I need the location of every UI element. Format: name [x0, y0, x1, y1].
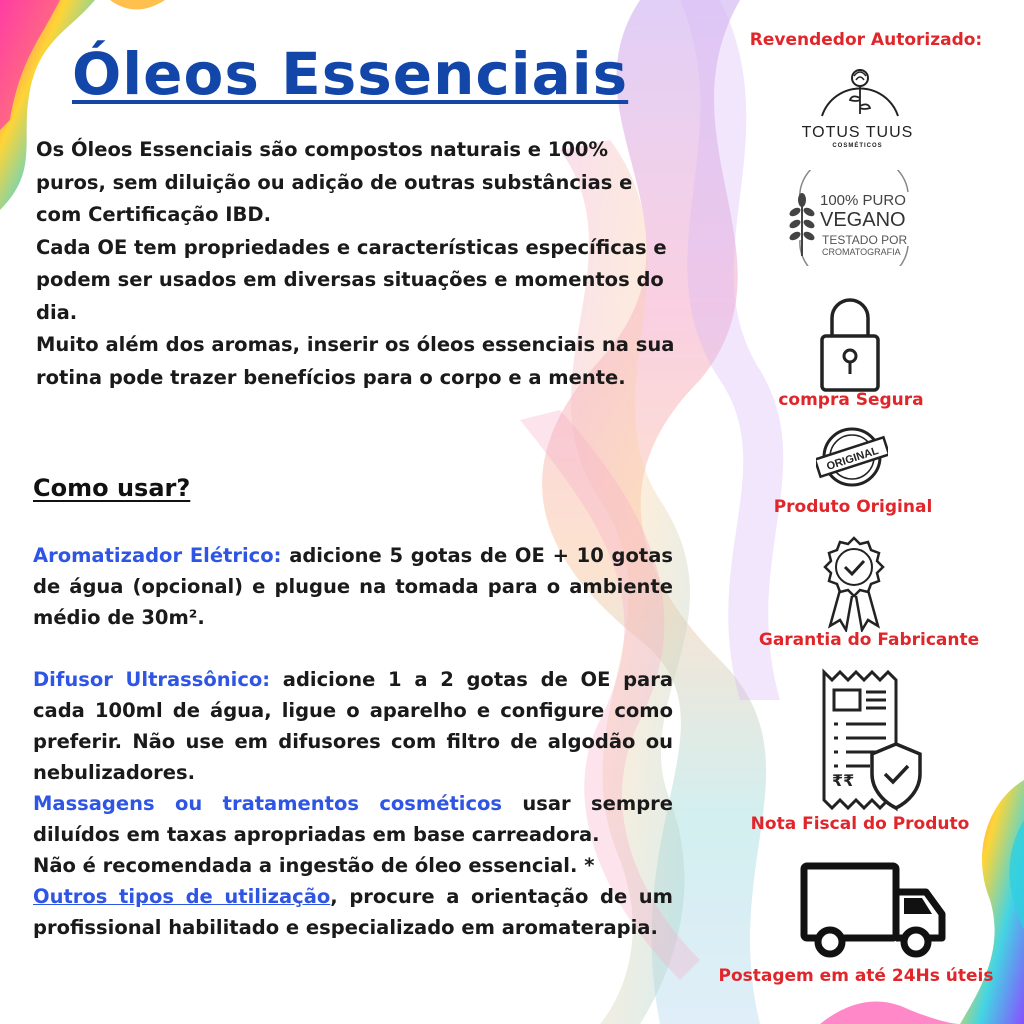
intro-paragraph: Os Óleos Essenciais são compostos naturais e 100% puros, sem diluição ou adição de outras substâncias e com Certificação IBD. — [36, 138, 633, 226]
original-product-label: Produto Original — [773, 497, 933, 517]
invoice-shield-icon — [818, 668, 924, 818]
rupee-symbols: ₹₹ — [832, 771, 855, 790]
usage-massage — [33, 788, 673, 850]
brand-name: TOTUS TUUS — [801, 124, 914, 141]
rose-icon — [810, 56, 910, 126]
secure-purchase-label: compra Segura — [778, 390, 924, 410]
award-ribbon-icon — [818, 536, 890, 632]
usage-electric — [33, 540, 673, 633]
shipping-label: Postagem em até 24Hs úteis — [718, 966, 994, 986]
usage-ingestion: Não é recomendada a ingestão de óleo essencial. * — [33, 854, 595, 877]
usage-other — [33, 881, 673, 943]
intro-paragraph: Cada OE tem propriedades e características específicas e podem ser usados em diversas situações e momentos do dia. — [36, 235, 667, 324]
vegan-line: 100% PURO — [820, 192, 906, 209]
brand-subtitle: COSMÉTICOS — [832, 143, 883, 149]
invoice-label: Nota Fiscal do Produto — [750, 814, 970, 834]
vegan-line: VEGANO — [820, 209, 906, 231]
usage-text: , procure a orientação de um profissional habilitado e especializado em aromaterapia. — [33, 885, 673, 939]
usage-text: adicione 1 a 2 gotas de OE para cada 100ml de água, ligue o aparelho e configure como preferir. Não use em difusores com filtro de algodão ou nebulizadores. — [33, 668, 673, 784]
delivery-truck-icon — [800, 862, 948, 962]
reseller-label: Revendedor Autorizado: — [749, 30, 983, 50]
usage-ultrasonic — [33, 664, 673, 788]
how-to-heading: Como usar? — [33, 474, 191, 502]
usage-instructions — [33, 540, 673, 943]
usage-lead: Difusor Ultrassônico: — [33, 668, 271, 691]
original-stamp-icon — [816, 426, 888, 488]
usage-text: adicione 5 gotas de OE + 10 gotas de água (opcional) e plugue na tomada para o ambiente médio de 30m². — [33, 544, 674, 629]
usage-lead: Massagens ou tratamentos cosméticos — [33, 792, 503, 815]
intro-text — [36, 134, 676, 394]
vegan-line: TESTADO POR — [822, 233, 908, 247]
padlock-icon — [818, 296, 882, 392]
original-stamp-text: ORIGINAL — [825, 444, 881, 473]
leaf-icon — [788, 193, 816, 256]
usage-lead: Outros tipos de utilização — [33, 885, 331, 908]
usage-lead: Aromatizador Elétrico: — [33, 544, 282, 567]
warranty-label: Garantia do Fabricante — [758, 630, 980, 650]
page-title: Óleos Essenciais — [72, 40, 629, 108]
vegan-line: CROMATOGRAFIA — [822, 247, 901, 257]
intro-paragraph: Muito além dos aromas, inserir os óleos essenciais na sua rotina pode trazer benefícios para o corpo e a mente. — [36, 333, 675, 389]
usage-text: usar sempre diluídos em taxas apropriadas em base carreadora. — [33, 792, 673, 846]
